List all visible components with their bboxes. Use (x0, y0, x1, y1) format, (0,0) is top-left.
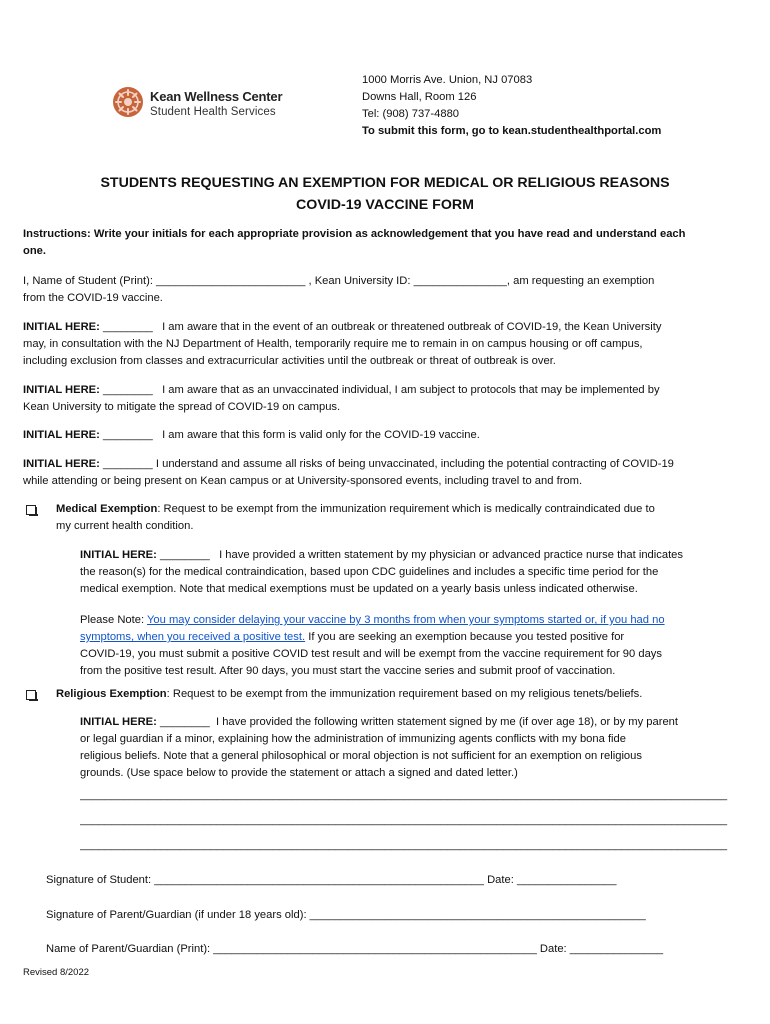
logo-name: Kean Wellness Center (150, 89, 283, 104)
note-text: COVID-19, you must submit a positive COVID test result and will be exempt from the vaccine requirement for 90 days (80, 648, 662, 660)
provision-risks (23, 456, 749, 490)
religious-exemption (56, 686, 746, 703)
religious-initial-text: I have provided the following written statement signed by me (if over age 18), or by my parent (215, 716, 679, 728)
provision-unvaccinated (23, 382, 749, 416)
medical-exemption-checkbox[interactable] (26, 505, 36, 515)
phone-line: Tel: (908) 737-4880 (362, 108, 460, 120)
instructions (23, 226, 749, 260)
provision-text: I am aware that in the event of an outbreak or threatened outbreak of COVID-19, the Kean University (162, 321, 662, 333)
symptoms-link[interactable]: You may consider delaying your vaccine by 3 months from when your symptoms started or, if you had no (146, 614, 665, 626)
initial-label: INITIAL HERE: (80, 549, 157, 561)
provision-text: while attending or being present on Kean campus or at University-sponsored events, including travel to and from. (23, 475, 583, 487)
student-intro (23, 273, 749, 307)
parent-name-line[interactable]: Name of Parent/Guardian (Print): ____________________________________________________ Date: _______________ (46, 943, 664, 955)
intro-line: from the COVID-19 vaccine. (23, 292, 163, 304)
revised-date: Revised 8/2022 (23, 967, 90, 978)
symptoms-link[interactable]: symptoms, when you received a positive test. (80, 631, 306, 643)
medical-initial-text: the reason(s) for the medical contraindication, based upon CDC guidelines and includes a specific time period for the (80, 566, 659, 578)
religious-initial (80, 714, 748, 782)
kean-seal-icon (112, 86, 144, 118)
religious-initial-text: or legal guardian if a minor, explaining how the administration of immunizing agents conflicts with my bona fide (80, 733, 626, 745)
student-signature-line[interactable]: Signature of Student: _____________________________________________________ Date: ________________ (46, 874, 617, 886)
parent-signature-line[interactable]: Signature of Parent/Guardian (if under 18 years old): ______________________________________________________ (46, 909, 646, 921)
provision-outbreak (23, 319, 749, 370)
medical-initial-text: medical exemption. Note that medical exemptions must be updated on a yearly basis unless indicated otherwise. (80, 583, 638, 595)
form-title: STUDENTS REQUESTING AN EXEMPTION FOR MEDICAL OR RELIGIOUS REASONS (100, 175, 670, 191)
instructions-line: Instructions: Write your initials for each appropriate provision as acknowledgement that you have read and understand each (23, 228, 686, 240)
initial-label: INITIAL HERE: (23, 429, 100, 441)
initial-blank[interactable]: ________ (159, 716, 210, 728)
initial-blank[interactable]: ________ (102, 321, 153, 333)
religious-initial-text: grounds. (Use space below to provide the statement or attach a signed and dated letter.) (80, 767, 518, 779)
statement-line[interactable]: ________________________________________________________________________________________________________ (80, 789, 728, 801)
provision-text: including exclusion from classes and extracurricular activities until the outbreak or threat of outbreak is over. (23, 355, 556, 367)
address-line: Downs Hall, Room 126 (362, 91, 477, 103)
religious-initial-text: religious beliefs. Note that a general philosophical or moral objection is not sufficient for an exemption on religious (80, 750, 642, 762)
medical-exemption (56, 501, 746, 535)
logo-subtitle: Student Health Services (150, 106, 276, 118)
provision-text: I am aware that as an unvaccinated individual, I am subject to protocols that may be implemented by (162, 384, 660, 396)
statement-line[interactable]: ________________________________________________________________________________________________________ (80, 839, 728, 851)
address-block (362, 72, 661, 140)
provision-valid-only (23, 427, 749, 444)
medical-note (80, 612, 748, 680)
instructions-line: one. (23, 245, 46, 257)
religious-exemption-heading: Religious Exemption (56, 688, 167, 700)
kean-wellness-logo (112, 86, 312, 122)
provision-text: I am aware that this form is valid only for the COVID-19 vaccine. (162, 429, 480, 441)
provision-text: Kean University to mitigate the spread of COVID-19 on campus. (23, 401, 341, 413)
initial-blank[interactable]: ________ (102, 429, 153, 441)
submit-note: To submit this form, go to kean.studenthealthportal.com (362, 125, 662, 137)
religious-exemption-desc: : Request to be exempt from the immunization requirement based on my religious tenets/beliefs. (166, 688, 643, 700)
medical-exemption-desc: : Request to be exempt from the immunization requirement which is medically contraindicated due to (157, 503, 655, 515)
provision-text: may, in consultation with the NJ Department of Health, temporarily require me to remain in on campus housing or off campus, (23, 338, 643, 350)
initial-blank[interactable]: ________ (102, 384, 153, 396)
initial-label: INITIAL HERE: (23, 321, 100, 333)
initial-label: INITIAL HERE: (80, 716, 157, 728)
student-name-id-line: I, Name of Student (Print): ________________________ , Kean University ID: _______________, am requesting an exemption (23, 275, 655, 287)
note-text: If you are seeking an exemption because you tested positive for (305, 631, 625, 643)
initial-label: INITIAL HERE: (23, 384, 100, 396)
address-line: 1000 Morris Ave. Union, NJ 07083 (362, 74, 533, 86)
note-prefix: Please Note: (80, 614, 147, 626)
initial-blank[interactable]: ________ (159, 549, 210, 561)
note-text: from the positive test result. After 90 days, you must start the vaccine series and submit proof of vaccination. (80, 665, 616, 677)
medical-initial (80, 547, 748, 598)
initial-label: INITIAL HERE: (23, 458, 100, 470)
medical-exemption-desc: my current health condition. (56, 520, 194, 532)
medical-initial-text: I have provided a written statement by my physician or advanced practice nurse that indicates (219, 549, 683, 561)
religious-exemption-checkbox[interactable] (26, 690, 36, 700)
initial-blank[interactable]: ________ (102, 458, 153, 470)
form-subtitle: COVID-19 VACCINE FORM (296, 197, 474, 213)
provision-text: I understand and assume all risks of being unvaccinated, including the potential contracting of COVID-19 (155, 458, 674, 470)
statement-line[interactable]: ________________________________________________________________________________________________________ (80, 814, 728, 826)
medical-exemption-heading: Medical Exemption (56, 503, 158, 515)
